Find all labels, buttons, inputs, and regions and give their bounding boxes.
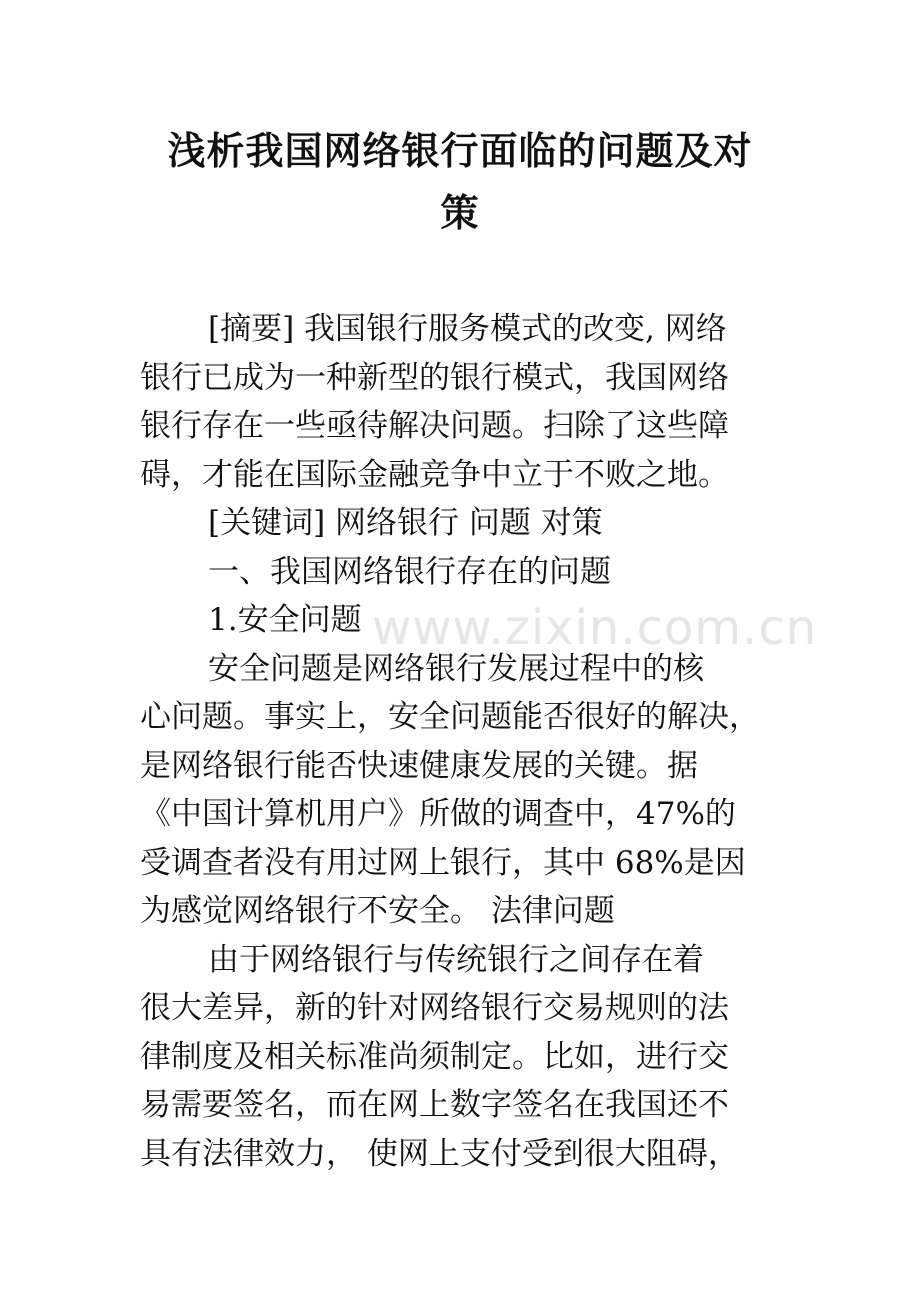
document-title <box>140 120 780 244</box>
paragraph-line: 1.安全问题 <box>208 602 362 638</box>
paragraph-line: 律制度及相关标准尚须制定。比如，进行交 <box>140 1038 729 1075</box>
paragraph-line: 易需要签名，而在网上数字签名在我国还不 <box>140 1087 729 1123</box>
title-line-1: 浅析我国网络银行面临的问题及对 <box>167 128 753 173</box>
paragraph-line: 很大差异，新的针对网络银行交易规则的法 <box>140 990 729 1026</box>
paragraph-line: 由于网络银行与传统银行之间存在着 <box>208 941 704 978</box>
paragraph-line: 受调查者没有用过网上银行，其中 68%是因 <box>140 844 746 881</box>
watermark: www.zixin.com.cn <box>372 600 818 656</box>
paragraph-line: 银行已成为一种新型的银行模式，我国网络 <box>140 359 729 396</box>
paragraph-line: 为感觉网络银行不安全。 法律问题 <box>140 893 615 929</box>
paragraph-line: 心问题。事实上，安全问题能否很好的解决， <box>140 699 760 735</box>
paragraph-line: 碍，才能在国际金融竞争中立于不败之地。 <box>140 456 729 493</box>
paragraph-line: 具有法律效力， 使网上支付受到很大阻碍， <box>140 1135 739 1172</box>
paragraph-line: [摘要] 我国银行服务模式的改变, 网络 <box>208 311 727 347</box>
paragraph-line: [关键词] 网络银行 问题 对策 <box>208 505 603 541</box>
document-body <box>140 305 790 1178</box>
paragraph-line: 《中国计算机用户》所做的调查中，47%的 <box>140 796 736 832</box>
paragraph-line: 一、我国网络银行存在的问题 <box>208 553 611 590</box>
paragraph-line: 银行存在一些亟待解决问题。扫除了这些障 <box>140 408 729 444</box>
paragraph-line: 安全问题是网络银行发展过程中的核 <box>208 650 704 687</box>
title-line-2: 策 <box>440 190 480 235</box>
paragraph-line: 是网络银行能否快速健康发展的关键。据 <box>140 747 698 784</box>
